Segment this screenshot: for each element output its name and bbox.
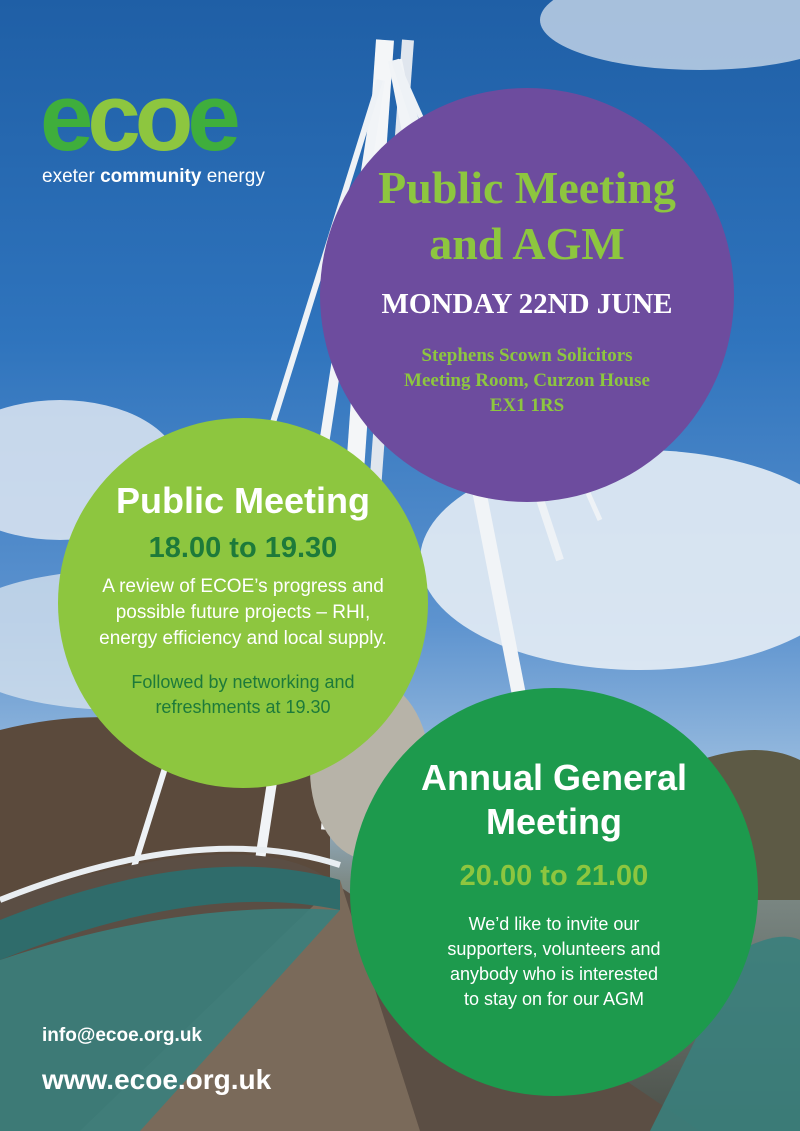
event-header-circle: [320, 88, 734, 502]
cloud-top: [540, 0, 800, 70]
pm-follow-line1: Followed by networking and: [131, 672, 355, 692]
public-meeting-time: 18.00 to 19.30: [148, 532, 338, 564]
event-title-line1: Public Meeting: [378, 162, 676, 213]
public-meeting-circle: [58, 418, 428, 788]
agm-title-line2: Meeting: [485, 801, 622, 842]
event-date: MONDAY 22ND JUNE: [381, 288, 673, 320]
pm-desc-line2: possible future projects – RHI,: [115, 602, 371, 623]
tagline-post: energy: [201, 166, 265, 187]
agm-desc-line2: supporters, volunteers and: [447, 939, 661, 959]
agm-desc-line3: anybody who is interested: [449, 964, 659, 984]
agm-title: [350, 756, 758, 844]
logo-letter: c: [87, 64, 135, 171]
venue-line2: Meeting Room, Curzon House: [404, 370, 650, 391]
public-meeting-title: Public Meeting: [115, 480, 371, 521]
agm-title-line1: Annual General: [420, 757, 688, 798]
tagline-bold: community: [100, 166, 202, 187]
ecoe-logo: [40, 64, 235, 171]
logo-tagline: [42, 166, 265, 188]
logo-letter: e: [40, 64, 88, 171]
pm-desc-line3: energy efficiency and local supply.: [99, 628, 387, 649]
contact-email: info@ecoe.org.uk: [42, 1025, 202, 1046]
logo-wordmark-text: [40, 64, 235, 171]
venue-line1: Stephens Scown Solicitors: [421, 345, 633, 366]
agm-time: 20.00 to 21.00: [459, 860, 649, 892]
event-title-line2: and AGM: [429, 218, 625, 269]
agm-desc-line4: to stay on for our AGM: [463, 989, 645, 1009]
pm-desc-line1: A review of ECOE’s progress and: [102, 576, 384, 597]
logo-wordmark: [40, 64, 235, 171]
contact-website: www.ecoe.org.uk: [42, 1064, 272, 1095]
public-meeting-description: [58, 574, 428, 652]
agm-circle: [350, 688, 758, 1096]
pm-follow-line2: refreshments at 19.30: [155, 697, 331, 717]
agm-desc-line1: We’d like to invite our: [468, 914, 640, 934]
event-title: [320, 160, 734, 272]
agm-description: [350, 912, 758, 1012]
logo-letter: o: [134, 64, 188, 171]
tagline-pre: exeter: [42, 166, 101, 187]
logo-letter: e: [187, 64, 235, 171]
public-meeting-followup: [58, 670, 428, 720]
venue-line3: EX1 1RS: [489, 395, 565, 416]
event-venue: [320, 343, 734, 418]
